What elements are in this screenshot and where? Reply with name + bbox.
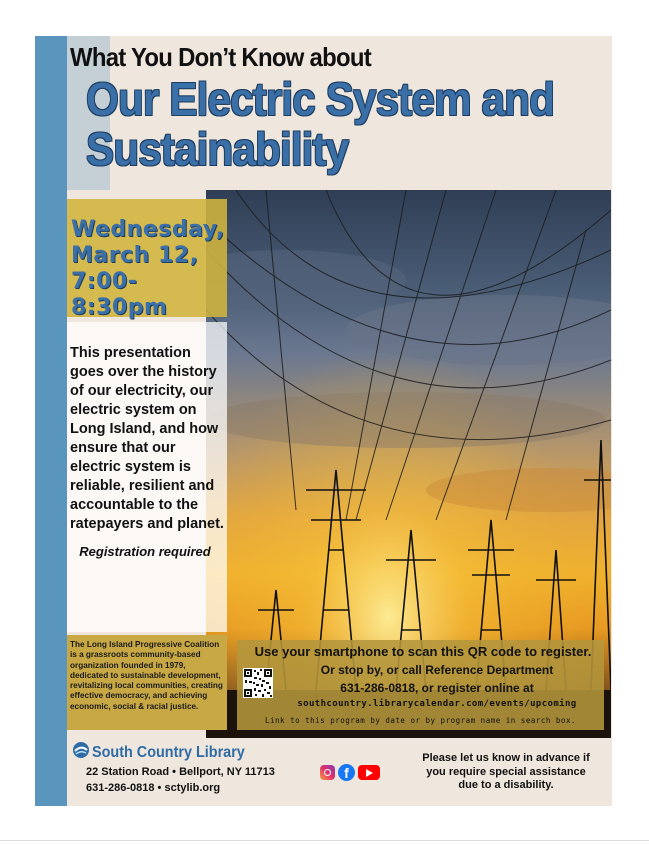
youtube-icon[interactable]	[358, 765, 380, 780]
library-address: 22 Station Road • Bellport, NY 11713	[86, 766, 275, 778]
event-day: Wednesday,	[71, 217, 225, 242]
organizer-box	[67, 635, 227, 730]
event-description: This presentation goes over the history of our electricity, our electric system on Long Island, and how ensure that our electric system is reliable, resilient and accountable to the ratepayers and planet.	[70, 345, 224, 532]
registration-url[interactable]: southcountry.librarycalendar.com/events/upcoming	[297, 699, 577, 709]
phone-instruction: 631-286-0818, or register online at	[340, 681, 534, 695]
social-links	[320, 764, 380, 781]
qr-code[interactable]	[243, 668, 273, 698]
event-date-box	[67, 199, 227, 320]
title-line-1: What You Don’t Know about	[70, 42, 371, 72]
facebook-icon[interactable]: f	[338, 764, 355, 781]
registration-note: Registration required	[79, 544, 211, 559]
accessibility-note: Please let us know in advance if you require special assistance due to a disability.	[422, 752, 590, 791]
organizer-blurb: is a grassroots community-based organization founded in 1979, dedicated to sustainable development, revitalizing local communities, creating effective democracy, and achieving economic, social & racial justice.	[70, 650, 223, 711]
event-date: March 12,	[71, 243, 199, 268]
title-line-2: Our Electric System and Sustainability	[86, 73, 555, 175]
organizer-name: The Long Island Progressive Coalition	[70, 640, 220, 649]
library-contact[interactable]: 631-286-0818 • sctylib.org	[86, 782, 221, 794]
description-box	[67, 322, 227, 632]
left-accent-bar	[35, 36, 67, 806]
instagram-icon[interactable]	[320, 765, 335, 780]
registration-box	[237, 640, 604, 730]
library-logo	[72, 741, 90, 764]
event-time: 7:00-8:30pm	[71, 269, 168, 320]
page-divider	[0, 840, 649, 841]
organizer-text	[70, 640, 223, 712]
library-name: South Country Library	[92, 744, 245, 761]
library-logo-icon	[72, 741, 90, 759]
link-hint: Link to this program by date or by program name in search box.	[265, 716, 576, 725]
qr-code-icon	[243, 668, 273, 698]
scan-instruction: Use your smartphone to scan this QR code to register.	[254, 644, 592, 659]
call-instruction: Or stop by, or call Reference Department	[320, 663, 554, 677]
